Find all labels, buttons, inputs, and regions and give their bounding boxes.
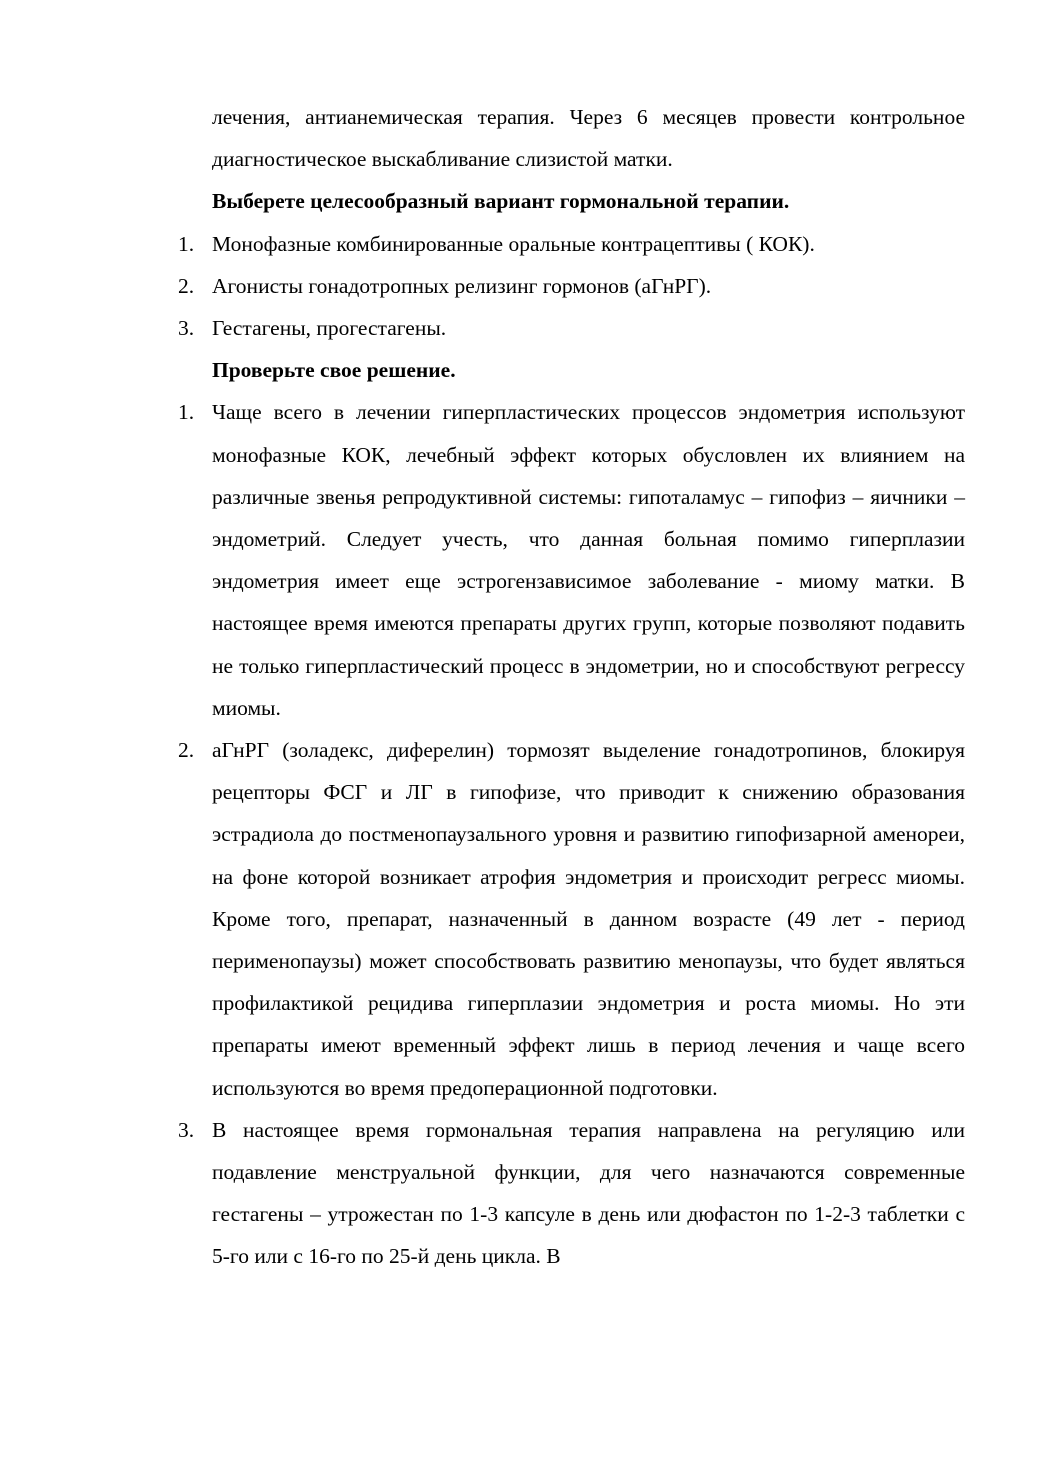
- intro-paragraph: лечения, антианемическая терапия. Через 6 месяцев провести контрольное диагностическое выскабливание слизистой матки.: [212, 105, 965, 172]
- answer-item: [178, 391, 965, 729]
- option-text: Гестагены, прогестагены.: [212, 316, 447, 341]
- option-number: 2.: [178, 273, 195, 298]
- option-text: Агонисты гонадотропных релизинг гормонов (аГнРГ).: [212, 273, 712, 298]
- answer-number: 3.: [178, 1117, 195, 1142]
- page-content: [178, 96, 965, 1278]
- question-heading: Выберете целесообразный вариант гормональной терапии.: [212, 189, 790, 214]
- option-text: Монофазные комбинированные оральные контрацептивы ( КОК).: [212, 231, 815, 256]
- answer-text: В настоящее время гормональная терапия направлена на регуляцию или подавление менструальной функции, для чего назначаются современные гестагены – утрожестан по 1-3 капсуле в день или дюфастон по 1-2-3 таблетки с 5-го или с 16-го по 25-й день цикла. В: [212, 1117, 965, 1269]
- answer-item: [178, 1109, 965, 1278]
- answer-text: Чаще всего в лечении гиперпластических процессов эндометрия используют монофазные КОК, лечебный эффект которых обусловлен их влиянием на различные звенья репродуктивной системы: гипоталамус – гипофиз – яичники – эндометрий. Следует учесть, что данная больная помимо гиперплазии эндометрия имеет еще эстрогензависимое заболевание - миому матки. В настоящее время имеются препараты других групп, которые позволяют подавить не только гиперпластический процесс в эндометрии, но и способствуют регрессу миомы.: [212, 400, 965, 720]
- option-number: 1.: [178, 231, 195, 256]
- option-item: [178, 265, 965, 307]
- answer-item: [178, 729, 965, 1109]
- option-number: 3.: [178, 316, 195, 341]
- option-item: [178, 307, 965, 349]
- answer-text: аГнРГ (золадекс, диферелин) тормозят выделение гонадотропинов, блокируя рецепторы ФСГ и ЛГ в гипофизе, что приводит к снижению образования эстрадиола до постменопаузального уровня и развитию гипофизарной аменореи, на фоне которой возникает атрофия эндометрия и происходит регресс миомы. Кроме того, препарат, назначенный в данном возрасте (49 лет - период перименопаузы) может способствовать развитию менопаузы, что будет являться профилактикой рецидива гиперплазии эндометрия и роста миомы. Но эти препараты имеют временный эффект лишь в период лечения и чаще всего используются во время предоперационной подготовки.: [212, 738, 965, 1100]
- answer-number: 1.: [178, 400, 195, 425]
- answer-number: 2.: [178, 738, 195, 763]
- answers-heading: Проверьте свое решение.: [212, 358, 456, 383]
- option-item: [178, 223, 965, 265]
